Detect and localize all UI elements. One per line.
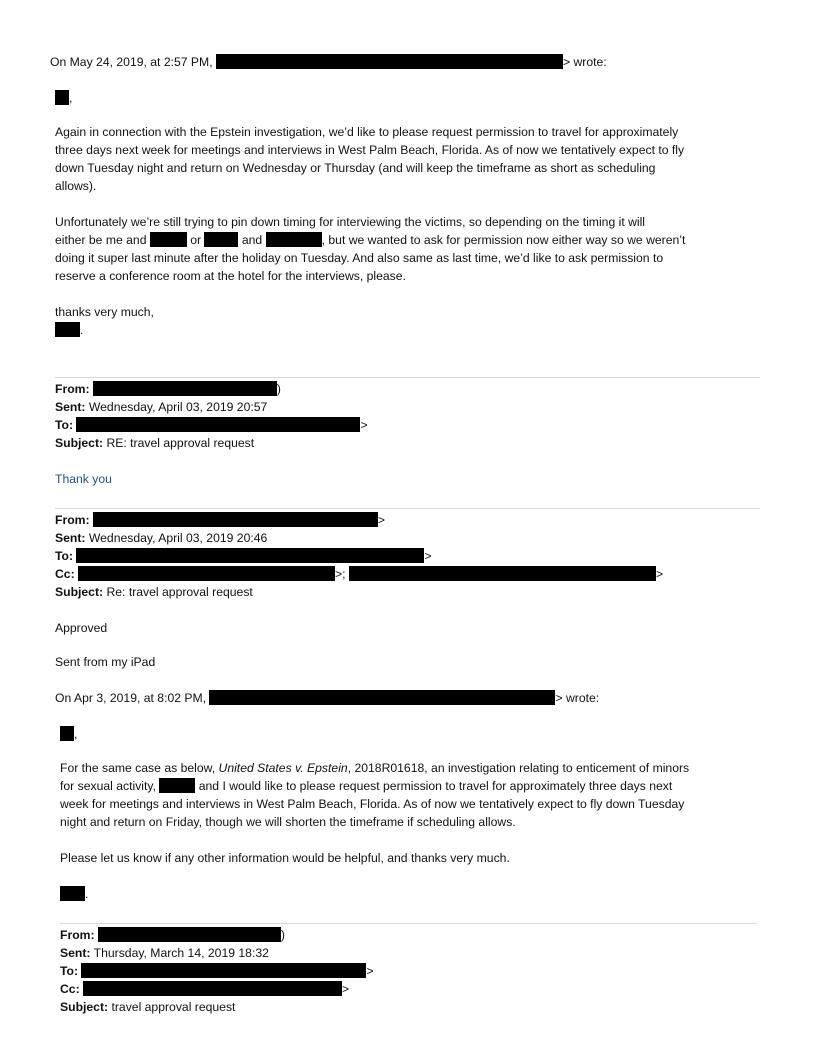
redaction bbox=[55, 322, 80, 337]
body-line: night and return on Friday, though we will shorten the timeframe if scheduling allows. bbox=[60, 815, 516, 829]
signature-period: . bbox=[80, 323, 84, 337]
body-line bbox=[55, 231, 685, 249]
text-segment: for sexual activity, bbox=[60, 779, 156, 793]
greeting bbox=[55, 89, 72, 107]
header-subject bbox=[60, 998, 235, 1016]
sent-label: Sent: bbox=[55, 531, 86, 545]
sent-value: Wednesday, April 03, 2019 20:57 bbox=[88, 400, 268, 414]
cc-suffix: > bbox=[655, 567, 664, 581]
text-segment: or bbox=[190, 233, 202, 247]
to-label: To: bbox=[55, 418, 74, 432]
redaction bbox=[55, 90, 69, 105]
header-subject bbox=[55, 583, 253, 601]
body-line: Again in connection with the Epstein investigation, we’d like to please request permission to travel for approximately bbox=[55, 125, 679, 139]
redaction bbox=[159, 778, 195, 793]
body-line: reserve a conference room at the hotel for the interviews, please. bbox=[55, 269, 406, 283]
attribution-prefix: On Apr 3, 2019, at 8:02 PM, bbox=[55, 691, 207, 705]
reply-body: Approved bbox=[55, 621, 108, 635]
body-line: three days next week for meetings and interviews in West Palm Beach, Florida. As of now we tentatively expect to fly bbox=[55, 143, 685, 157]
header-from bbox=[60, 926, 285, 944]
signature bbox=[55, 321, 83, 339]
closing: Please let us know if any other information would be helpful, and thanks very much. bbox=[60, 851, 510, 865]
cc-label: Cc: bbox=[60, 982, 80, 996]
from-label: From: bbox=[60, 928, 95, 942]
text-segment: and I would like to please request permission to travel for approximately three days next bbox=[195, 779, 673, 793]
attribution-line bbox=[55, 689, 599, 707]
redaction bbox=[60, 886, 85, 901]
redaction bbox=[98, 927, 281, 942]
header-to bbox=[60, 962, 374, 980]
from-suffix: ) bbox=[280, 928, 285, 942]
header-sent bbox=[55, 529, 267, 547]
header-sent bbox=[60, 944, 269, 962]
cc-suffix: > bbox=[342, 982, 350, 996]
attribution-prefix: On May 24, 2019, at 2:57 PM, bbox=[50, 55, 213, 69]
to-label: To: bbox=[55, 549, 74, 563]
sent-label: Sent: bbox=[55, 400, 86, 414]
redaction bbox=[349, 566, 656, 581]
header-to bbox=[55, 547, 432, 565]
to-suffix: > bbox=[360, 418, 368, 432]
greeting-comma: , bbox=[74, 727, 78, 741]
redaction bbox=[83, 981, 342, 996]
redaction bbox=[266, 232, 322, 247]
sent-value: Thursday, March 14, 2019 18:32 bbox=[93, 946, 269, 960]
signature bbox=[60, 885, 88, 903]
greeting bbox=[60, 725, 77, 743]
cc-separator: >; bbox=[335, 567, 346, 581]
sent-value: Wednesday, April 03, 2019 20:46 bbox=[88, 531, 268, 545]
body-line: week for meetings and interviews in West Palm Beach, Florida. As of now we tentatively expect to fly down Tuesday bbox=[60, 797, 685, 811]
from-label: From: bbox=[55, 513, 90, 527]
to-suffix: > bbox=[424, 549, 432, 563]
subject-label: Subject: bbox=[60, 1000, 109, 1014]
redaction bbox=[150, 232, 187, 247]
subject-label: Subject: bbox=[55, 585, 104, 599]
divider bbox=[55, 377, 760, 378]
subject-value: RE: travel approval request bbox=[106, 436, 255, 450]
body-line: down Tuesday night and return on Wednesday or Thursday (and will keep the timeframe as short as scheduling bbox=[55, 161, 656, 175]
body-line bbox=[60, 759, 689, 777]
redaction bbox=[81, 963, 366, 978]
header-subject bbox=[55, 434, 254, 452]
divider bbox=[60, 923, 757, 924]
body-line: doing it super last minute after the holiday on Tuesday. And also same as last time, we’d like to ask permission to bbox=[55, 251, 664, 265]
reply-body: Thank you bbox=[55, 472, 112, 486]
from-label: From: bbox=[55, 382, 90, 396]
closing: thanks very much, bbox=[55, 305, 154, 319]
header-to bbox=[55, 416, 368, 434]
subject-value: Re: travel approval request bbox=[106, 585, 253, 599]
redaction bbox=[78, 566, 335, 581]
redaction bbox=[204, 232, 238, 247]
subject-value: travel approval request bbox=[111, 1000, 236, 1014]
header-from bbox=[55, 511, 385, 529]
from-suffix: > bbox=[377, 513, 386, 527]
text-segment: , 2018R01618, an investigation relating to enticement of minors bbox=[347, 761, 690, 775]
body-line: allows). bbox=[55, 179, 97, 193]
redaction bbox=[60, 726, 74, 741]
text-segment: , but we wanted to ask for permission now either way so we weren’t bbox=[321, 233, 686, 247]
divider bbox=[55, 508, 760, 509]
to-suffix: > bbox=[366, 964, 374, 978]
body-line bbox=[60, 777, 672, 795]
signature-period: . bbox=[85, 887, 89, 901]
cc-label: Cc: bbox=[55, 567, 75, 581]
header-from bbox=[55, 380, 281, 398]
body-line: Unfortunately we’re still trying to pin down timing for interviewing the victims, so depending on the timing it will bbox=[55, 215, 646, 229]
attribution-line bbox=[50, 53, 607, 71]
case-name: United States v. Epstein bbox=[218, 761, 348, 775]
sent-label: Sent: bbox=[60, 946, 91, 960]
header-cc bbox=[55, 565, 663, 583]
header-cc bbox=[60, 980, 349, 998]
greeting-comma: , bbox=[69, 91, 73, 105]
from-suffix: ) bbox=[276, 382, 281, 396]
attribution-suffix: > wrote: bbox=[555, 691, 600, 705]
to-label: To: bbox=[60, 964, 79, 978]
redaction bbox=[76, 417, 360, 432]
redaction bbox=[216, 54, 563, 69]
text-segment: and bbox=[241, 233, 263, 247]
subject-label: Subject: bbox=[55, 436, 104, 450]
redaction bbox=[93, 381, 277, 396]
redaction bbox=[76, 548, 424, 563]
device-signature: Sent from my iPad bbox=[55, 655, 156, 669]
text-segment: either be me and bbox=[55, 233, 147, 247]
redaction bbox=[93, 512, 378, 527]
redaction bbox=[209, 690, 555, 705]
attribution-suffix: > wrote: bbox=[562, 55, 607, 69]
header-sent bbox=[55, 398, 267, 416]
text-segment: For the same case as below, bbox=[60, 761, 219, 775]
